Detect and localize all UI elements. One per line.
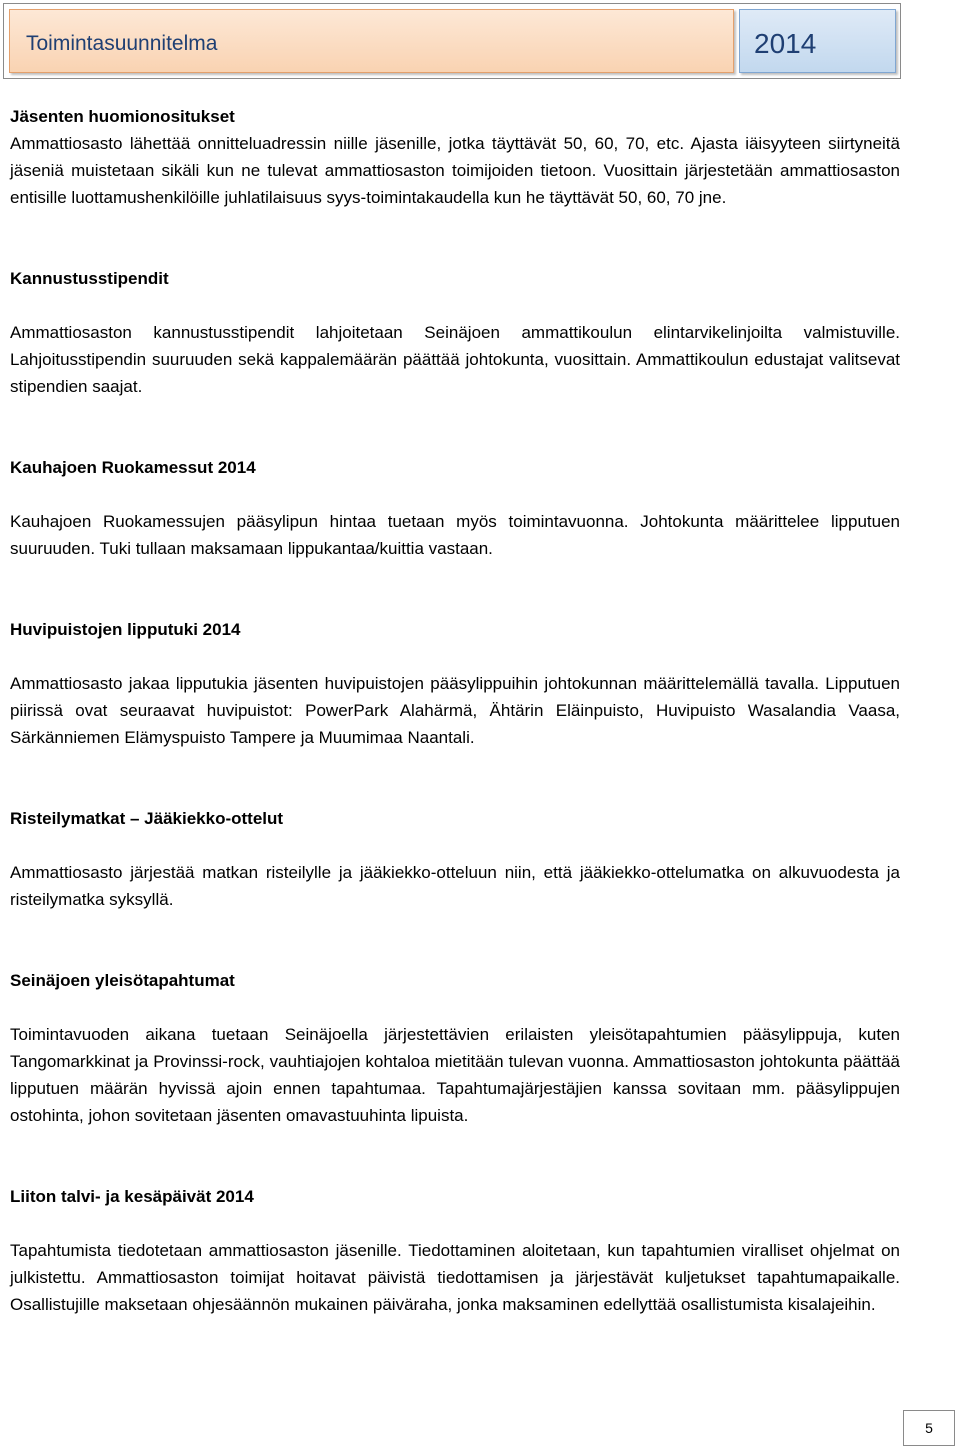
document-header	[3, 3, 901, 79]
heading-spacer	[10, 292, 900, 319]
section-text-kannustusstipendit: Ammattiosaston kannustusstipendit lahjoitetaan Seinäjoen ammattikoulun elintarvikelinjoilta valmistuville. Lahjoitusstipendin suuruuden sekä kappalemäärän päättää johtokunta, vuosittain. Ammattikoulun edustajat valitsevat stipendien saajat.	[10, 323, 900, 396]
section-text-huvipuistojen-lipputuki: Ammattiosasto jakaa lipputukia jäsenten huvipuistojen pääsylippuihin johtokunnan määrittelemällä tavalla. Lipputuen piirissä ovat seuraavat huvipuistot: PowerPark Alahärmä, Ähtärin Eläinpuisto, Huvipuisto Wasalandia Vaasa, Särkänniemen Elämyspuisto Tampere ja Muumimaa Naantali.	[10, 674, 900, 747]
document-body	[10, 103, 900, 1318]
section-heading-kauhajoen-ruokamessut: Kauhajoen Ruokamessut 2014	[10, 458, 256, 477]
header-year-box	[739, 9, 896, 73]
section-text-jasenten-huomionositukset: Ammattiosasto lähettää onnitteluadressin niille jäsenille, jotka täyttävät 50, 60, 70, etc. Ajasta iäisyyteen siirtyneitä jäseniä muistetaan sikäli kun ne tulevat ammattiosaston toimijoiden tietoon. Vuosittain järjestetään ammattiosaston entisille luottamushenkilöille juhlatilaisuus syys-toimintakaudella kun he täyttävät 50, 60, 70 jne.	[10, 134, 900, 207]
section-spacer	[10, 751, 900, 805]
document-year: 2014	[754, 28, 817, 59]
section-heading-liiton-talvi-ja-kesapaivat: Liiton talvi- ja kesäpäivät 2014	[10, 1187, 254, 1206]
heading-spacer	[10, 1210, 900, 1237]
section-heading-kannustusstipendit: Kannustusstipendit	[10, 269, 169, 288]
header-title-box	[9, 9, 734, 73]
section-heading-jasenten-huomionositukset: Jäsenten huomionositukset	[10, 107, 235, 126]
section-text-risteilymatkat: Ammattiosasto järjestää matkan risteilylle ja jääkiekko-otteluun niin, että jääkiekko-ottelumatka on alkuvuodesta ja risteilymatka syksyllä.	[10, 863, 900, 909]
section-heading-huvipuistojen-lipputuki: Huvipuistojen lipputuki 2014	[10, 620, 241, 639]
heading-spacer	[10, 994, 900, 1021]
section-heading-seinajoen-yleisotapahtumat: Seinäjoen yleisötapahtumat	[10, 971, 235, 990]
section-heading-risteilymatkat: Risteilymatkat – Jääkiekko-ottelut	[10, 809, 284, 828]
section-spacer	[10, 211, 900, 265]
section-text-liiton-talvi-ja-kesapaivat: Tapahtumista tiedotetaan ammattiosaston jäsenille. Tiedottaminen aloitetaan, kun tapahtumien viralliset ohjelmat on julkistettu. Ammattiosaston toimijat hoitavat päivistä tiedottamisen ja järjestävät kuljetukset tapahtumapaikalle. Osallistujille maksetaan ohjesäännön mukainen päiväraha, jonka maksaminen edellyttää osallistumista kisalajeihin.	[10, 1241, 900, 1314]
heading-spacer	[10, 643, 900, 670]
section-spacer	[10, 1129, 900, 1183]
page-number-box	[903, 1410, 955, 1446]
section-spacer	[10, 913, 900, 967]
heading-spacer	[10, 832, 900, 859]
section-text-seinajoen-yleisotapahtumat: Toimintavuoden aikana tuetaan Seinäjoella järjestettävien erilaisten yleisötapahtumien pääsylippuja, kuten Tangomarkkinat ja Provinssi-rock, vauhtiajojen kohtaloa mietitään tulevan vuonna. Ammattiosaston johtokunta päättää lipputuen määrän hyvissä ajoin ennen tapahtumaa. Tapahtumajärjestäjien kanssa sovitaan mm. pääsylippujen ostohinta, johon sovitetaan jäsenten omavastuuhinta lipuista.	[10, 1025, 900, 1125]
page-number: 5	[925, 1420, 933, 1436]
document-title: Toimintasuunnitelma	[26, 32, 218, 55]
section-text-kauhajoen-ruokamessut: Kauhajoen Ruokamessujen pääsylipun hintaa tuetaan myös toimintavuonna. Johtokunta määrittelee lipputuen suuruuden. Tuki tullaan maksamaan lippukantaa/kuittia vastaan.	[10, 512, 900, 558]
section-spacer	[10, 400, 900, 454]
section-spacer	[10, 562, 900, 616]
heading-spacer	[10, 481, 900, 508]
